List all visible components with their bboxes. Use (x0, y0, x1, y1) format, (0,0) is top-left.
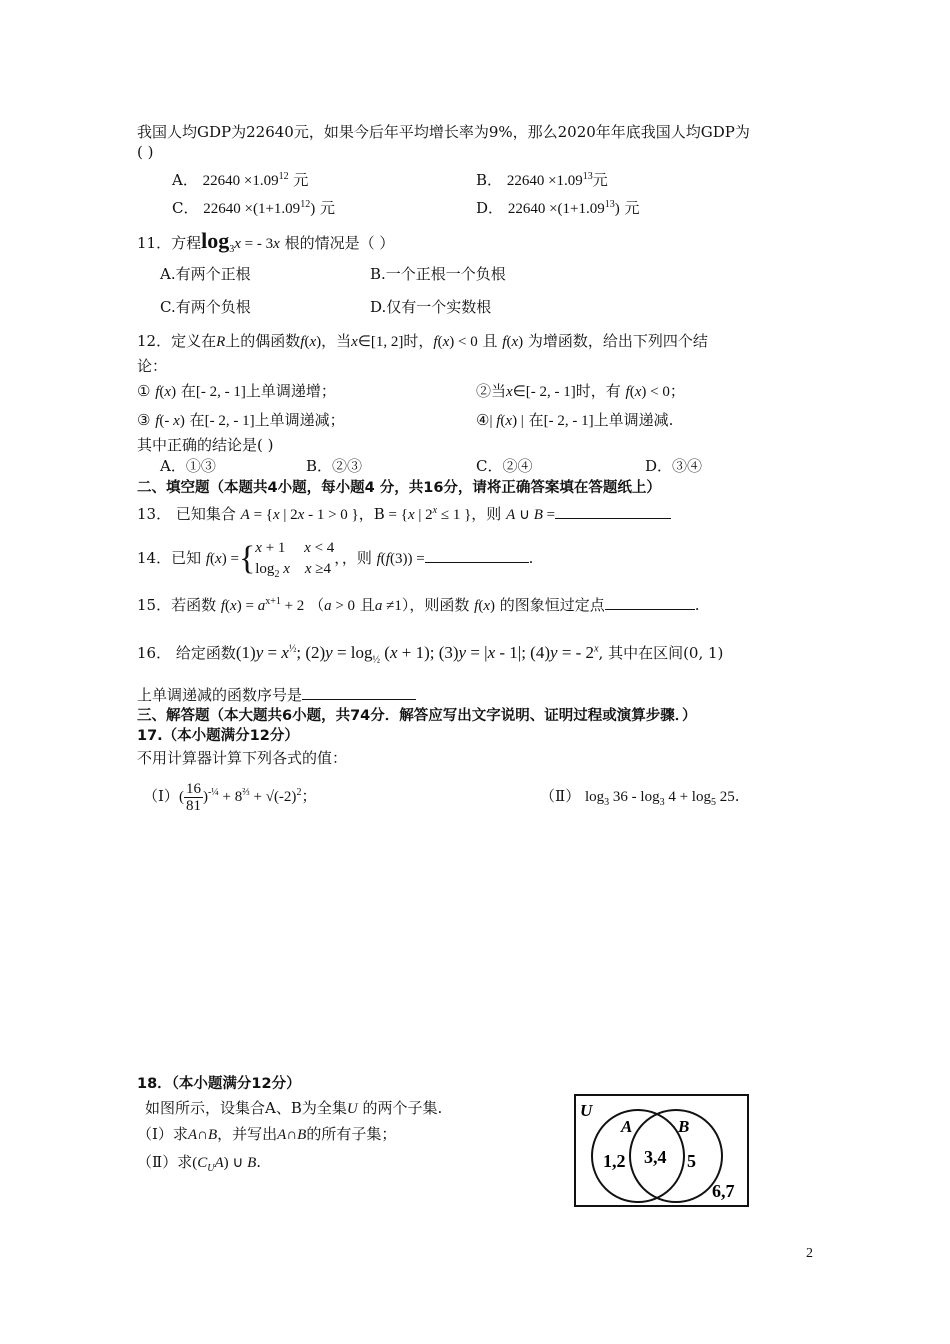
q12-statement-3: ③ f(- x) 在[- 2, - 1]上单调递减； (137, 411, 345, 429)
q12-option-a: A．①③ (160, 457, 216, 475)
q10-option-b: B． $22640 \times 1.09^{13}$元 (476, 171, 608, 189)
q17-part-1: （Ⅰ）( $\frac{16}{81}$ )$^{-\frac{1}{4}} + 8^{\frac{2}{3}} + √(-2)^2$； (143, 780, 317, 814)
q12-statement-2: ②当x∈[- 2, - 1]时，有 f(x) < 0； (476, 382, 685, 400)
q11-option-b: B.一个正根一个负根 (370, 265, 506, 283)
q11-option-a: A.有两个正根 (160, 265, 251, 283)
q18-part-2: （Ⅱ）求$(C_UA)$ ∪ B. (137, 1153, 262, 1174)
q12-option-b: B．②③ (306, 457, 363, 475)
section-2-heading: 二、填空题（本题共4小题，每小题4 分，共16分，请将正确答案填在答题纸上） (137, 480, 661, 496)
q12-statement-4: ④| f(x) | 在[- 2, - 1]上单调递减. (476, 411, 674, 429)
section-3-heading: 三、解答题（本大题共6小题，共74分．解答应写出文字说明、证明过程或演算步骤．） (137, 708, 697, 724)
q10-paren: ( ) (137, 143, 154, 161)
outside-elements: 6,7 (712, 1181, 735, 1201)
q10-stem: 我国人均GDP为22640元，如果今后年平均增长率为9%，那么2020年年底我国人均GDP为 (137, 123, 750, 141)
q16: 16． 给定函数$(1)y = x^{\frac{1}{2}}$; $(2)y = \log_{\frac{1}{2}} (x + 1)$; (3)y = |x - 1|; (4)y = - 2$^x$, 其中在区间(0, 1) (137, 643, 724, 666)
q12-statement-1: ① f(x) 在[- 2, - 1]上单调递增； (137, 382, 336, 400)
q11-stem: 11．方程$\log_3x$ = - 3x 根的情况是（ ） (137, 228, 395, 255)
only-b-elements: 5 (687, 1151, 696, 1171)
universe-label: U (580, 1101, 593, 1120)
q13: 13． 已知集合 A = {x | 2x - 1 > 0 }，B = {x | $2^x \le 1$ }，则 A ∪ B = (137, 504, 671, 525)
q18-part-1: （Ⅰ）求A∩B，并写出A∩B的所有子集； (137, 1125, 397, 1143)
q12-stem-2: 论： (137, 357, 168, 375)
page-number: 2 (806, 1246, 813, 1261)
q17-stem: 不用计算器计算下列各式的值： (137, 749, 348, 767)
q17-title: 17.（本小题满分12分） (137, 728, 299, 744)
q16-line2: 上单调递减的函数序号是 (137, 685, 416, 705)
q12-option-c: C．②④ (476, 457, 533, 475)
q18-stem: 如图所示，设集合A、B为全集U 的两个子集. (145, 1099, 443, 1117)
q12-ask: 其中正确的结论是( ) (137, 436, 274, 454)
set-b-label: B (678, 1117, 690, 1136)
q11-option-c: C.有两个负根 (160, 298, 251, 316)
q18-title: 18．（本小题满分12分） (137, 1076, 301, 1092)
intersection-elements: 3,4 (644, 1147, 667, 1167)
set-a-label: A (621, 1117, 633, 1136)
q10-option-d: D． $22640 \times(1+1.09^{13})$ 元 (476, 199, 640, 217)
q12-stem: 12．定义在R上的偶函数f(x)，当x∈[1, 2]时，f(x) < 0 且 f(x) 为增函数，给出下列四个结 (137, 332, 708, 350)
q17-part-2: （Ⅱ） $\log_3 36 - \log_3 4 + \log_5 25$. (540, 787, 740, 808)
q15: 15．若函数 $f(x) = a^{x+1} + 2$ （a > 0 且a ≠1），则函数 f(x) 的图象恒过定点 . (137, 596, 700, 614)
q12-option-d: D．③④ (645, 457, 703, 475)
venn-diagram (574, 1092, 750, 1210)
q10-option-c: C． $22640 \times(1+1.09^{12})$ 元 (172, 199, 335, 217)
q14: 14．已知 f(x) ={ x + 1 x < 4 $\log_2 x$ x ≥4 ，，则 f(f(3)) = . (137, 540, 534, 580)
q10-option-a: A． $22640 \times 1.09^{12}$ 元 (172, 171, 309, 189)
q11-option-d: D.仅有一个实数根 (370, 298, 492, 316)
only-a-elements: 1,2 (603, 1151, 626, 1171)
